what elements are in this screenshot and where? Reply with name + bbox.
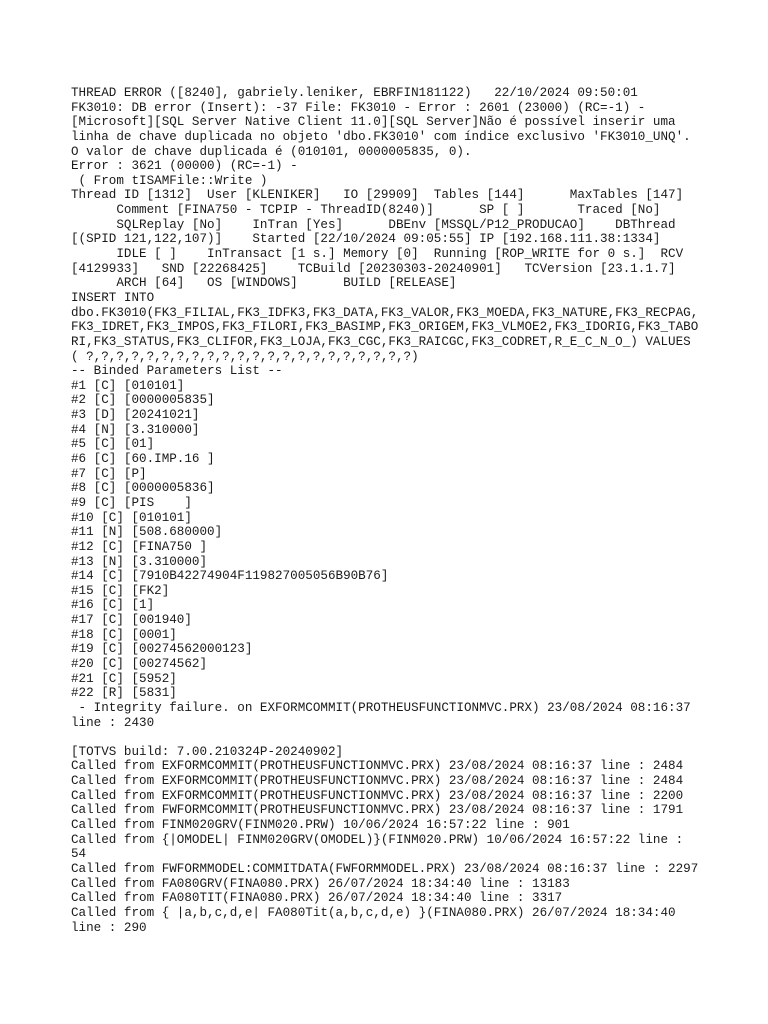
param-line: #4 [N] [3.310000] xyxy=(71,422,200,437)
log-line: linha de chave duplicada no objeto 'dbo.FK3010' com índice exclusivo 'FK3010_UNQ'. xyxy=(71,129,691,144)
param-line: #12 [C] [FINA750 ] xyxy=(71,539,208,554)
log-line: SQLReplay [No] InTran [Yes] DBEnv [MSSQL/P12_PRODUCAO] DBThread xyxy=(71,217,676,232)
stack-line: line : 290 xyxy=(71,920,147,935)
stack-line: Called from FA080GRV(FINA080.PRX) 26/07/2024 18:34:40 line : 13183 xyxy=(71,876,570,891)
log-line: [4129933] SND [22268425] TCBuild [20230303-20240901] TCVersion [23.1.1.7] xyxy=(71,261,676,276)
stack-line: Called from EXFORMCOMMIT(PROTHEUSFUNCTIONMVC.PRX) 23/08/2024 08:16:37 line : 2484 xyxy=(71,759,684,774)
param-line: #22 [R] [5831] xyxy=(71,686,177,701)
sql-line: FK3_IDRET,FK3_IMPOS,FK3_FILORI,FK3_BASIMP,FK3_ORIGEM,FK3_VLMOE2,FK3_IDORIG,FK3_TABO xyxy=(71,320,699,335)
param-line: #9 [C] [PIS ] xyxy=(71,495,192,510)
param-line: #10 [C] [010101] xyxy=(71,510,192,525)
param-line: #14 [C] [7910B42274904F119827005056B90B76] xyxy=(71,569,389,584)
log-line: THREAD ERROR ([8240], gabriely.leniker, EBRFIN181122) 22/10/2024 09:50:01 xyxy=(71,86,638,100)
sql-line: ( ?,?,?,?,?,?,?,?,?,?,?,?,?,?,?,?,?,?,?,?,?,?) xyxy=(71,349,419,364)
log-line: O valor de chave duplicada é (010101, 0000005835, 0). xyxy=(71,144,472,159)
blank-line xyxy=(71,730,761,745)
log-line: ARCH [64] OS [WINDOWS] BUILD [RELEASE] xyxy=(71,276,457,291)
error-log-document xyxy=(71,86,761,935)
log-line: [Microsoft][SQL Server Native Client 11.0][SQL Server]Não é possível inserir uma xyxy=(71,115,676,130)
stack-line: Called from FA080TIT(FINA080.PRX) 26/07/2024 18:34:40 line : 3317 xyxy=(71,891,563,906)
param-line: #5 [C] [01] xyxy=(71,437,155,452)
stack-line: Called from {|OMODEL| FINM020GRV(OMODEL)}(FINM020.PRW) 10/06/2024 16:57:22 line : xyxy=(71,832,684,847)
param-line: #11 [N] [508.680000] xyxy=(71,525,223,540)
param-line: #19 [C] [00274562000123] xyxy=(71,642,253,657)
param-line: #2 [C] [0000005835] xyxy=(71,393,215,408)
integrity-failure-line: - Integrity failure. on EXFORMCOMMIT(PROTHEUSFUNCTIONMVC.PRX) 23/08/2024 08:16:37 xyxy=(71,700,691,715)
stack-line: 54 xyxy=(71,847,87,862)
log-line: Thread ID [1312] User [KLENIKER] IO [29909] Tables [144] MaxTables [147] xyxy=(71,188,684,203)
param-line: #13 [N] [3.310000] xyxy=(71,554,208,569)
stack-line: Called from FWFORMCOMMIT(PROTHEUSFUNCTIONMVC.PRX) 23/08/2024 08:16:37 line : 1791 xyxy=(71,803,684,818)
stack-line: Called from { |a,b,c,d,e| FA080Tit(a,b,c,d,e) }(FINA080.PRX) 26/07/2024 18:34:40 xyxy=(71,905,676,920)
stack-line: Called from EXFORMCOMMIT(PROTHEUSFUNCTIONMVC.PRX) 23/08/2024 08:16:37 line : 2200 xyxy=(71,788,684,803)
sql-line: dbo.FK3010(FK3_FILIAL,FK3_IDFK3,FK3_DATA,FK3_VALOR,FK3_MOEDA,FK3_NATURE,FK3_RECPAG, xyxy=(71,305,699,320)
sql-line: INSERT INTO xyxy=(71,290,155,305)
stack-line: Called from FINM020GRV(FINM020.PRW) 10/06/2024 16:57:22 line : 901 xyxy=(71,818,570,833)
param-line: #6 [C] [60.IMP.16 ] xyxy=(71,452,215,467)
stack-line: Called from EXFORMCOMMIT(PROTHEUSFUNCTIONMVC.PRX) 23/08/2024 08:16:37 line : 2484 xyxy=(71,774,684,789)
log-line: Error : 3621 (00000) (RC=-1) - xyxy=(71,159,298,174)
param-line: #8 [C] [0000005836] xyxy=(71,481,215,496)
build-line: [TOTVS build: 7.00.210324P-20240902] xyxy=(71,744,344,759)
param-line: #21 [C] [5952] xyxy=(71,671,177,686)
param-line: #17 [C] [001940] xyxy=(71,613,192,628)
param-line: #16 [C] [1] xyxy=(71,598,155,613)
log-line: Comment [FINA750 - TCPIP - ThreadID(8240)] SP [ ] Traced [No] xyxy=(71,203,661,218)
log-line: IDLE [ ] InTransact [1 s.] Memory [0] Running [ROP_WRITE for 0 s.] RCV xyxy=(71,247,684,262)
stack-line: Called from FWFORMMODEL:COMMITDATA(FWFORMMODEL.PRX) 23/08/2024 08:16:37 line : 2297 xyxy=(71,861,699,876)
param-line: #7 [C] [P] xyxy=(71,466,147,481)
param-line: #20 [C] [00274562] xyxy=(71,656,208,671)
param-line: #1 [C] [010101] xyxy=(71,378,185,393)
log-line: ( From tISAMFile::Write ) xyxy=(71,173,268,188)
param-line: #15 [C] [FK2] xyxy=(71,583,170,598)
param-line: #3 [D] [20241021] xyxy=(71,408,200,423)
log-line: [(SPID 121,122,107)] Started [22/10/2024 09:05:55] IP [192.168.111.38:1334] xyxy=(71,232,661,247)
sql-line: RI,FK3_STATUS,FK3_CLIFOR,FK3_LOJA,FK3_CGC,FK3_RAICGC,FK3_CODRET,R_E_C_N_O_) VALUES xyxy=(71,334,691,349)
log-line: FK3010: DB error (Insert): -37 File: FK3010 - Error : 2601 (23000) (RC=-1) - xyxy=(71,100,646,115)
param-line: #18 [C] [0001] xyxy=(71,627,177,642)
params-heading: -- Binded Parameters List -- xyxy=(71,364,283,379)
integrity-failure-line: line : 2430 xyxy=(71,715,155,730)
